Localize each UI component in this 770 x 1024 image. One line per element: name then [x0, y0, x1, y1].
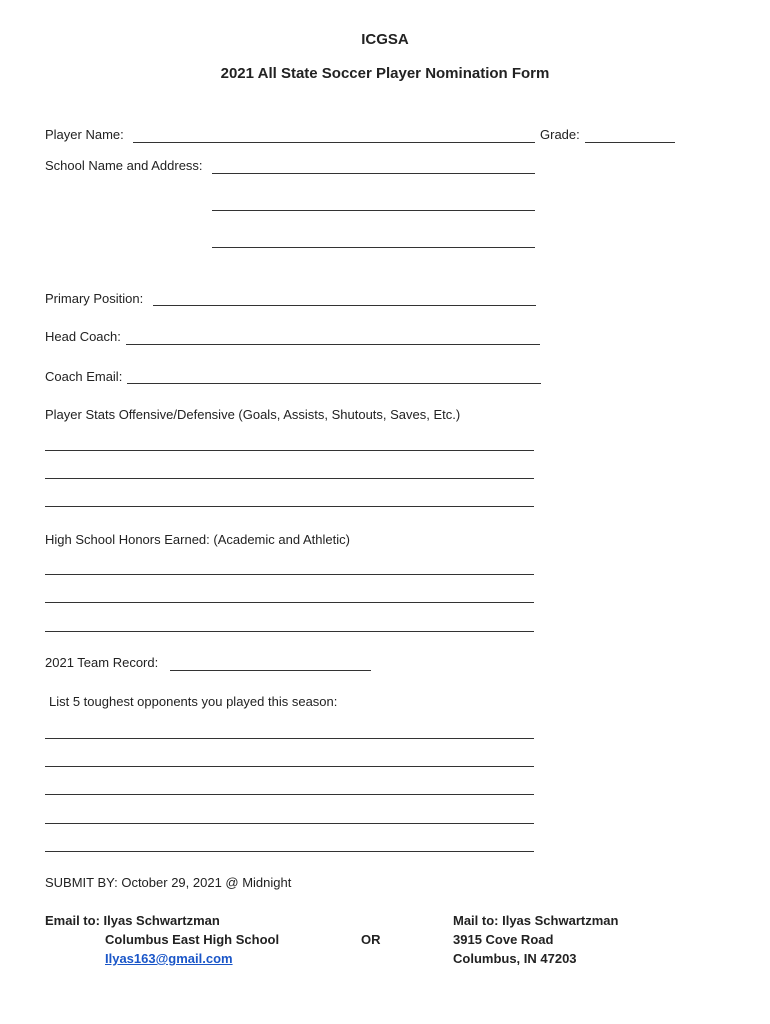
coach-email-label: Coach Email: — [45, 369, 123, 384]
mail-city: Columbus, IN 47203 — [453, 951, 577, 966]
head-coach-field[interactable] — [126, 344, 540, 345]
email-to-label: Email to: Ilyas Schwartzman — [45, 913, 220, 928]
mail-street: 3915 Cove Road — [453, 932, 554, 947]
honors-field-line-1[interactable] — [45, 574, 534, 575]
player-name-label: Player Name: — [45, 127, 124, 142]
stats-label: Player Stats Offensive/Defensive (Goals, Assists, Shutouts, Saves, Etc.) — [45, 407, 461, 422]
stats-field-line-2[interactable] — [45, 478, 534, 479]
opponents-field-line-2[interactable] — [45, 766, 534, 767]
or-separator: OR — [361, 932, 381, 947]
mail-to-label: Mail to: Ilyas Schwartzman — [453, 913, 619, 928]
email-address-link[interactable]: Ilyas163@gmail.com — [105, 951, 233, 966]
opponents-field-line-1[interactable] — [45, 738, 534, 739]
team-record-field[interactable] — [170, 670, 371, 671]
position-field[interactable] — [153, 305, 536, 306]
submit-deadline: SUBMIT BY: October 29, 2021 @ Midnight — [45, 875, 292, 890]
position-label: Primary Position: — [45, 291, 144, 306]
honors-field-line-2[interactable] — [45, 602, 534, 603]
stats-field-line-3[interactable] — [45, 506, 534, 507]
org-title: ICGSA — [361, 31, 409, 48]
team-record-label: 2021 Team Record: — [45, 655, 159, 670]
opponents-field-line-3[interactable] — [45, 794, 534, 795]
honors-label: High School Honors Earned: (Academic and Athletic) — [45, 532, 350, 547]
email-school: Columbus East High School — [105, 932, 280, 947]
player-name-field[interactable] — [133, 142, 535, 143]
opponents-field-line-4[interactable] — [45, 823, 534, 824]
opponents-field-line-5[interactable] — [45, 851, 534, 852]
grade-label: Grade: — [540, 127, 580, 142]
school-label: School Name and Address: — [45, 158, 203, 173]
school-field-line-1[interactable] — [212, 173, 535, 174]
stats-field-line-1[interactable] — [45, 450, 534, 451]
coach-email-field[interactable] — [127, 383, 541, 384]
grade-field[interactable] — [585, 142, 675, 143]
opponents-label: List 5 toughest opponents you played this season: — [49, 694, 338, 709]
school-field-line-2[interactable] — [212, 210, 535, 211]
school-field-line-3[interactable] — [212, 247, 535, 248]
head-coach-label: Head Coach: — [45, 329, 121, 344]
form-title: 2021 All State Soccer Player Nomination Form — [220, 65, 550, 82]
honors-field-line-3[interactable] — [45, 631, 534, 632]
